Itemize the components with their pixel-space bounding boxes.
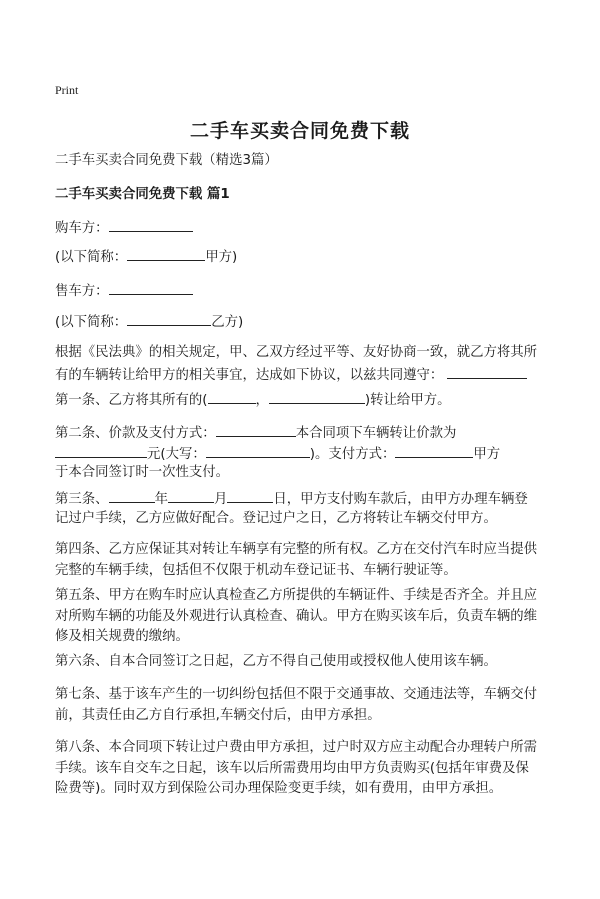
article-3-month: 月 <box>213 492 228 507</box>
preamble-line-1: 根据《民法典》的相关规定，甲、乙双方经过平等、友好协商一致，就乙方将其所 <box>55 345 538 360</box>
buyer-alias-line <box>55 246 550 269</box>
buyer-blank <box>109 217 193 232</box>
article-7-line-1: 第七条、基于该车产生的一切纠纷包括但不限于交通事故、交通违法等，车辆交付 <box>55 687 538 702</box>
article-3-year-blank <box>109 488 155 503</box>
seller-alias-suffix: 乙方) <box>211 315 244 330</box>
seller-alias-prefix: (以下简称： <box>55 315 128 330</box>
article-3-day-blank <box>227 488 273 503</box>
article-1-blank-2 <box>269 389 365 404</box>
seller-alias-line <box>55 311 550 334</box>
article-4-line-2: 完整的车辆手续，包括但不仅限于机动车登记证书、车辆行驶证等。 <box>55 562 457 578</box>
article-3 <box>55 488 550 529</box>
article-5-line-3: 修及相关规费的缴纳。 <box>55 629 189 644</box>
article-4-line-1: 第四条、乙方应保证其对转让车辆享有完整的所有权。乙方在交付汽车时应当提供 <box>55 542 538 557</box>
article-2-line-2-c: 甲方 <box>473 446 501 462</box>
article-2 <box>55 422 550 484</box>
article-1-middle: ， <box>255 393 269 408</box>
seller-label: 售车方： <box>55 284 109 299</box>
article-3-line-2: 记过户手续，乙方应做好配合。登记过户之日，乙方将转让车辆交付甲方。 <box>55 510 497 526</box>
article-2-line-2-b: )。支付方式： <box>309 446 396 462</box>
article-1 <box>55 389 550 410</box>
article-1-prefix: 第一条、乙方将其所有的( <box>55 393 208 408</box>
article-7 <box>55 685 550 726</box>
article-2-line-1 <box>55 422 550 443</box>
article-5-line-1: 第五条、甲方在购车时应认真检查乙方所提供的车辆证件、手续是否齐全。并且应 <box>55 588 538 603</box>
article-6-line-1: 第六条、自本合同签订之日起，乙方不得自己使用或授权他人使用该车辆。 <box>55 654 497 669</box>
article-6 <box>55 652 550 673</box>
article-2-line-2 <box>55 443 550 464</box>
seller-alias-blank <box>127 311 211 326</box>
article-2-line-2-a: 元(大写： <box>147 446 206 462</box>
buyer-alias-prefix: (以下简称： <box>55 250 128 265</box>
preamble-paragraph <box>55 343 550 384</box>
buyer-label: 购车方： <box>55 221 109 236</box>
article-7-line-2: 前，其责任由乙方自行承担,车辆交付后，由甲方承担。 <box>55 707 381 723</box>
article-2-blank-1 <box>216 422 296 437</box>
buyer-alias-suffix: 甲方) <box>205 250 238 265</box>
article-2-line-3: 于本合同签订时一次性支付。 <box>55 465 230 480</box>
preamble-line-2-text: 有的车辆转让给甲方的相关事宜，达成如下协议，以兹共同遵守： <box>55 367 444 383</box>
article-2-line-1-suffix: 本合同项下车辆转让价款为 <box>295 426 457 441</box>
preamble-line-2 <box>55 364 550 385</box>
article-2-line-1-prefix: 第二条、价款及支付方式： <box>55 426 216 441</box>
buyer-alias-blank <box>127 246 205 261</box>
seller-blank <box>109 280 193 295</box>
article-1-line <box>55 389 550 410</box>
article-8-line-2: 手续。该车自交车之日起，该车以后所需费用均由甲方负责购买(包括年审费及保 <box>55 760 529 776</box>
document-title: 二手车买卖合同免费下载 <box>189 120 410 142</box>
article-5 <box>55 586 550 648</box>
article-1-suffix: )转让给甲方。 <box>364 393 451 408</box>
article-8-line-1: 第八条、本合同项下转让过户费由甲方承担，过户时双方应主动配合办理转户所需 <box>55 740 538 755</box>
buyer-line <box>55 217 550 240</box>
article-2-blank-3 <box>206 443 310 458</box>
article-3-year: 年 <box>154 492 168 507</box>
article-3-line-1 <box>55 488 550 509</box>
seller-line <box>55 280 550 303</box>
article-1-blank-1 <box>208 389 256 404</box>
print-label: Print <box>55 83 79 97</box>
article-3-month-blank <box>168 488 214 503</box>
article-3-prefix: 第三条、 <box>55 492 109 507</box>
document-subtitle: 二手车买卖合同免费下载（精选3篇） <box>55 153 278 168</box>
preamble-blank <box>447 364 527 379</box>
article-3-day-suffix: 日，甲方支付购车款后，由甲方办理车辆登 <box>273 492 528 507</box>
section-heading: 二手车买卖合同免费下载 篇1 <box>55 187 230 202</box>
article-2-blank-2 <box>55 443 147 458</box>
article-2-blank-4 <box>395 443 473 458</box>
article-8-line-3: 险费等)。同时双方到保险公司办理保险变更手续，如有费用，由甲方承担。 <box>55 781 503 796</box>
article-8 <box>55 738 550 800</box>
article-5-line-2: 对所购车辆的功能及外观进行认真检查、确认。甲方在购买该车后，负责车辆的维 <box>55 608 538 624</box>
article-4 <box>55 540 550 581</box>
